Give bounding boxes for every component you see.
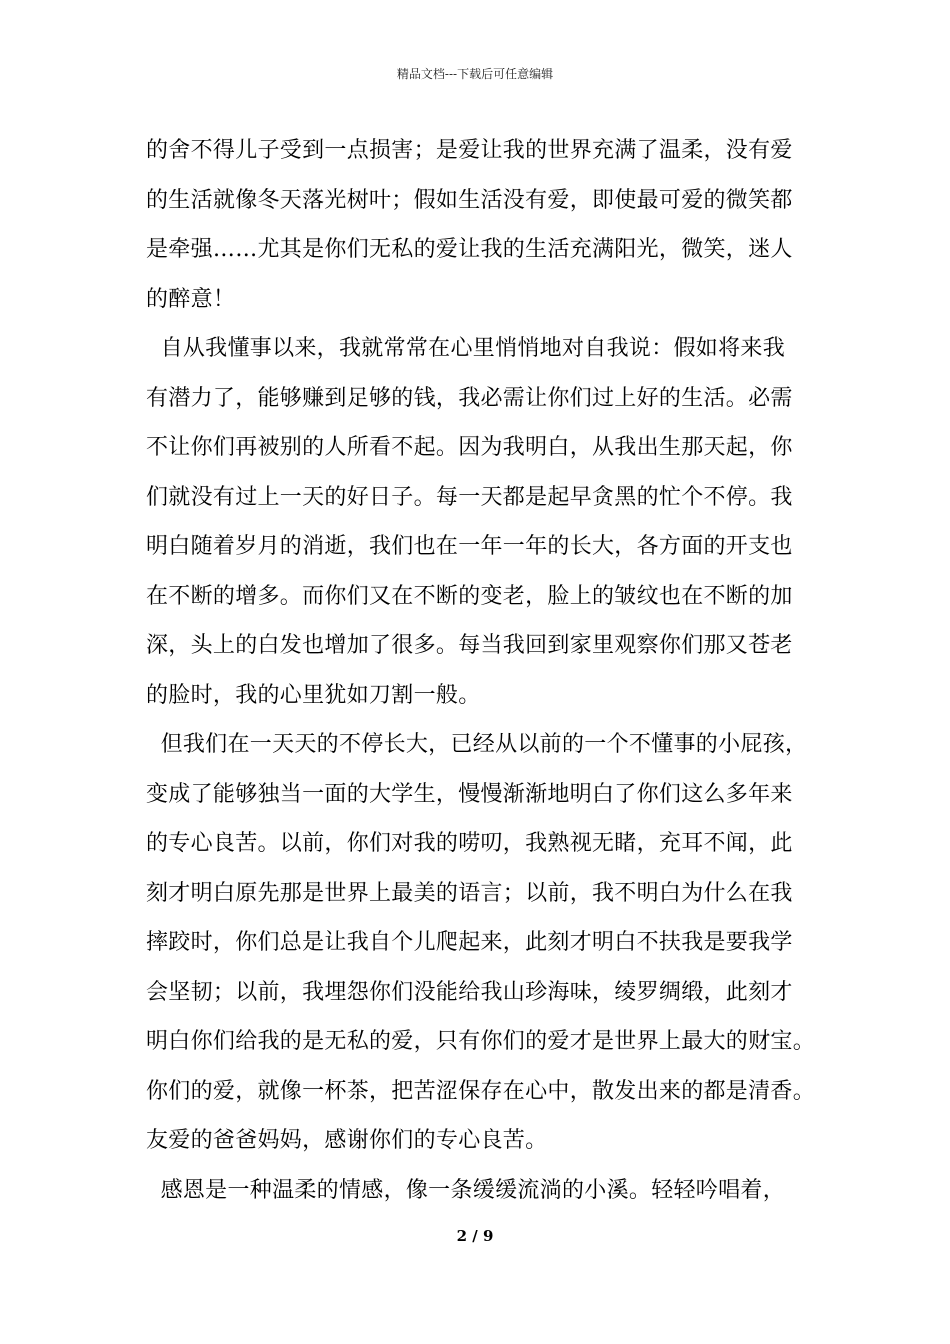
document-body xyxy=(146,126,826,1215)
text-line: 摔跤时，你们总是让我自个儿爬起来，此刻才明白不扶我是要我学 xyxy=(146,930,793,955)
text-line: 明白你们给我的是无私的爱，只有你们的爱才是世界上最大的财宝。 xyxy=(146,1029,816,1054)
text-line: 的舍不得儿子受到一点损害；是爱让我的世界充满了温柔，没有爱 xyxy=(146,138,793,163)
text-line: 的专心良苦。以前，你们对我的唠叨，我熟视无睹，充耳不闻，此 xyxy=(146,831,793,856)
text-line: 有潜力了，能够赚到足够的钱，我必需让你们过上好的生活。必需 xyxy=(146,385,793,411)
page-number: 2 / 9 xyxy=(456,1227,494,1245)
text-line: 你们的爱，就像一杯茶，把苦涩保存在心中，散发出来的都是清香。 xyxy=(146,1078,816,1104)
text-line: 们就没有过上一天的好日子。每一天都是起早贪黑的忙个不停。我 xyxy=(146,484,793,510)
text-line: 友爱的爸爸妈妈，感谢你们的专心良苦。 xyxy=(146,1128,548,1153)
page-header: 精品文档---下载后可任意编辑 xyxy=(396,67,554,81)
text-line: 深，头上的白发也增加了很多。每当我回到家里观察你们那又苍老 xyxy=(146,633,793,658)
text-line: 的生活就像冬天落光树叶；假如生活没有爱，即使最可爱的微笑都 xyxy=(146,187,793,213)
text-line: 变成了能够独当一面的大学生，慢慢渐渐地明白了你们这么多年来 xyxy=(146,781,793,807)
text-line: 不让你们再被别的人所看不起。因为我明白，从我出生那天起，你 xyxy=(146,435,793,460)
text-line: 在不断的增多。而你们又在不断的变老，脸上的皱纹也在不断的加 xyxy=(146,583,793,609)
text-line: 的脸时，我的心里犹如刀割一般。 xyxy=(146,682,481,708)
text-line: 自从我懂事以来，我就常常在心里悄悄地对自我说：假如将来我 xyxy=(146,336,785,361)
text-line: 会坚韧；以前，我埋怨你们没能给我山珍海味，绫罗绸缎，此刻才 xyxy=(146,979,793,1005)
text-line: 但我们在一天天的不停长大，已经从以前的一个不懂事的小屁孩， xyxy=(146,732,808,757)
text-line: 感恩是一种温柔的情感，像一条缓缓流淌的小溪。轻轻吟唱着， xyxy=(146,1177,785,1203)
text-line: 是牵强……尤其是你们无私的爱让我的生活充满阳光，微笑，迷人 xyxy=(146,237,793,262)
text-line: 的醉意！ xyxy=(146,286,236,312)
text-line: 刻才明白原先那是世界上最美的语言；以前，我不明白为什么在我 xyxy=(146,880,793,906)
text-line: 明白随着岁月的消逝，我们也在一年一年的长大，各方面的开支也 xyxy=(146,534,793,559)
